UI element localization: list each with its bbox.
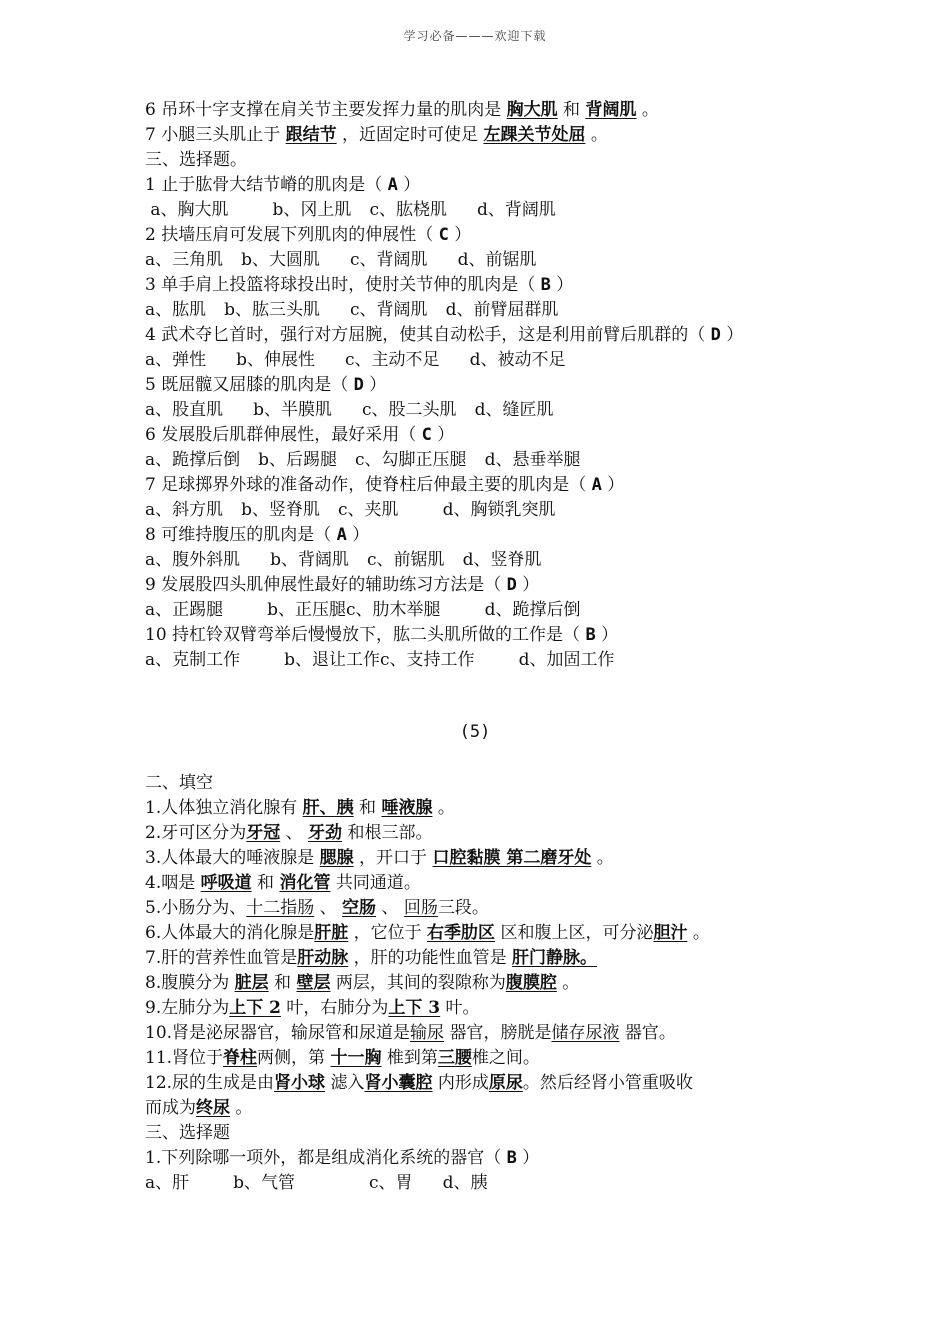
answer: 三腰 — [437, 1048, 472, 1068]
options-5 — [145, 398, 845, 423]
text-segment: ） — [437, 425, 455, 445]
fill-item-10 — [145, 1021, 845, 1046]
text-segment: 1.下列除哪一项外，都是组成消化系统的器官（ — [145, 1148, 502, 1168]
text-segment: a、肱肌 — [145, 300, 207, 320]
text-segment: 4 武术夺匕首时，强行对方屈腕，使其自动松手，这是利用前臂后肌群的（ — [145, 325, 706, 345]
text-segment: 、 — [381, 898, 399, 918]
text-segment: 6 发展股后肌群伸展性，最好采用（ — [145, 425, 417, 445]
answer: 脊柱 — [223, 1048, 258, 1068]
answer: 口腔黏膜 第二磨牙处 — [432, 848, 592, 868]
question-10 — [145, 623, 845, 648]
answer: 肝、胰 — [302, 798, 354, 818]
fill-item-6 — [145, 98, 845, 123]
text-segment: 4.咽是 — [145, 873, 196, 893]
text-segment: d、胸锁乳突肌 — [442, 500, 556, 520]
answer: 右季肋区 — [427, 923, 496, 943]
answer-choice: D — [353, 375, 364, 395]
text-segment: b、伸展性 — [236, 350, 316, 370]
text-segment: b、退让工作 — [284, 650, 381, 670]
section-heading: 三、选择题。 — [145, 150, 247, 170]
text-segment: ） — [522, 575, 540, 595]
text-segment: 6.人体最大的消化腺是 — [145, 923, 315, 943]
text-segment: d、前臂屈群肌 — [445, 300, 559, 320]
text-segment: 。 — [235, 1098, 253, 1118]
text-segment: 。 — [692, 923, 710, 943]
answer: 呼吸道 — [200, 873, 252, 893]
text-segment: 和 — [274, 973, 292, 993]
question-1 — [145, 173, 845, 198]
text-segment: c、支持工作 — [380, 650, 475, 670]
text-segment: 7.肝的营养性血管是 — [145, 948, 298, 968]
answer: 胆汁 — [653, 923, 688, 943]
question-3 — [145, 273, 845, 298]
text-segment: d、缝匠肌 — [474, 400, 554, 420]
text-segment: b、半膜肌 — [253, 400, 333, 420]
text-segment: d、被动不足 — [469, 350, 566, 370]
answer: 脏层 — [234, 973, 269, 993]
text-segment: 5.小肠分为、 — [145, 898, 247, 918]
text-segment: 12.尿的生成是由 — [145, 1073, 275, 1093]
answer-choice: A — [591, 475, 602, 495]
answer: 回肠 — [403, 898, 438, 918]
text-segment: 椎到第 — [386, 1048, 438, 1068]
question-6 — [145, 423, 845, 448]
text-segment: d、背阔肌 — [476, 200, 556, 220]
answer: 肝脏 — [314, 923, 349, 943]
text-segment: a、肝 — [145, 1173, 190, 1193]
text-segment: c、勾脚正压腿 — [355, 450, 467, 470]
bottom-section — [145, 771, 845, 1196]
answer: 胸大肌 — [506, 100, 558, 120]
options-8 — [145, 548, 845, 573]
text-segment: 。 — [437, 798, 455, 818]
answer: 腹膜腔 — [505, 973, 557, 993]
answer: 肾小囊腔 — [364, 1073, 433, 1093]
question-2 — [145, 223, 845, 248]
answer: 肾小球 — [274, 1073, 326, 1093]
text-segment: 内形成 — [437, 1073, 489, 1093]
text-segment: 9 发展股四头肌伸展性最好的辅助练习方法是（ — [145, 575, 502, 595]
text-segment: ，肝的功能性血管是 — [353, 948, 507, 968]
text-segment: ，它位于 — [353, 923, 422, 943]
text-segment: c、前锯肌 — [367, 550, 445, 570]
text-segment: ） — [522, 1148, 540, 1168]
answer-choice: B — [540, 275, 551, 295]
text-segment: d、竖脊肌 — [462, 550, 542, 570]
options-1 — [145, 198, 845, 223]
answer-choice: C — [438, 225, 449, 245]
question-5 — [145, 373, 845, 398]
text-segment: 两层，其间的裂隙称为 — [335, 973, 506, 993]
answer: 输尿 — [410, 1023, 445, 1043]
answer: 空肠 — [342, 898, 377, 918]
question-7 — [145, 473, 845, 498]
question-4 — [145, 323, 845, 348]
text-segment: 2 扶墙压肩可发展下列肌肉的伸展性（ — [145, 225, 434, 245]
answer-choice: C — [421, 425, 432, 445]
answer: 消化管 — [279, 873, 331, 893]
answer: 肝门静脉。 — [512, 948, 598, 968]
fill-item-12 — [145, 1071, 845, 1096]
text-segment: b、后踢腿 — [258, 450, 338, 470]
text-segment: 8.腹膜分为 — [145, 973, 230, 993]
answer: 原尿 — [488, 1073, 523, 1093]
text-segment: ，开口于 — [359, 848, 428, 868]
text-segment: b、正压腿 — [267, 600, 347, 620]
text-segment: ，近固定时可使足 — [342, 125, 479, 145]
text-segment: 6 吊环十字支撑在肩关节主要发挥力量的肌肉是 — [145, 100, 502, 120]
text-segment: a、胸大肌 — [150, 200, 229, 220]
text-segment: d、胰 — [442, 1173, 488, 1193]
text-segment: 器官，膀胱是 — [449, 1023, 552, 1043]
answer-choice: D — [506, 575, 517, 595]
text-segment: 共同通道。 — [335, 873, 421, 893]
answer: 上下 2 — [229, 998, 281, 1018]
text-segment: 2.牙可区分为 — [145, 823, 247, 843]
text-segment: ） — [352, 525, 370, 545]
options-3 — [145, 298, 845, 323]
text-segment: b、气管 — [233, 1173, 296, 1193]
text-segment: a、正踢腿 — [145, 600, 224, 620]
text-segment: c、背阔肌 — [350, 250, 428, 270]
text-segment: d、加固工作 — [518, 650, 615, 670]
text-segment: d、悬垂举腿 — [484, 450, 581, 470]
fill-item-5 — [145, 896, 845, 921]
text-segment: 而成为 — [145, 1098, 196, 1118]
text-segment: 7 小腿三头肌止于 — [145, 125, 281, 145]
answer: 背阔肌 — [585, 100, 637, 120]
answer: 牙劲 — [308, 823, 343, 843]
text-segment: 两侧，第 — [257, 1048, 326, 1068]
fill-item-7 — [145, 946, 845, 971]
text-segment: 10 持杠铃双臂弯举后慢慢放下，肱二头肌所做的工作是（ — [145, 625, 581, 645]
text-segment: c、肋木举腿 — [346, 600, 441, 620]
answer: 牙冠 — [246, 823, 281, 843]
text-segment: a、股直肌 — [145, 400, 224, 420]
options-10 — [145, 648, 845, 673]
text-segment: 器官。 — [624, 1023, 676, 1043]
text-segment: c、肱桡肌 — [369, 200, 447, 220]
answer: 十二指肠 — [246, 898, 315, 918]
fill-item-2 — [145, 821, 845, 846]
text-segment: 椎之间。 — [471, 1048, 540, 1068]
text-segment: b、背阔肌 — [270, 550, 350, 570]
options-2 — [145, 248, 845, 273]
text-segment: 和 — [257, 873, 275, 893]
text-segment: 滤入 — [330, 1073, 365, 1093]
options-6 — [145, 448, 845, 473]
answer-choice: A — [336, 525, 347, 545]
fill-item-6 — [145, 921, 845, 946]
top-section — [145, 98, 845, 673]
text-segment: a、弹性 — [145, 350, 207, 370]
answer-choice: B — [585, 625, 596, 645]
text-segment: 5 既屈髋又屈膝的肌肉是（ — [145, 375, 349, 395]
question-8 — [145, 523, 845, 548]
options-9 — [145, 598, 845, 623]
answer: 肝动脉 — [297, 948, 349, 968]
text-segment: a、三角肌 — [145, 250, 224, 270]
fill-item-9 — [145, 996, 845, 1021]
text-segment: 。 — [562, 973, 580, 993]
text-segment: c、夹肌 — [338, 500, 399, 520]
text-segment: 11.肾位于 — [145, 1048, 224, 1068]
section-heading: 二、填空 — [145, 773, 213, 793]
text-segment: a、克制工作 — [145, 650, 241, 670]
fill-item-3 — [145, 846, 845, 871]
text-segment: 。 — [641, 100, 659, 120]
text-segment: 3.人体最大的唾液腺是 — [145, 848, 315, 868]
text-segment: c、股二头肌 — [362, 400, 457, 420]
text-segment: 、 — [285, 823, 303, 843]
text-segment: 1 止于肱骨大结节嵴的肌肉是（ — [145, 175, 383, 195]
text-segment: a、斜方肌 — [145, 500, 224, 520]
text-segment: a、腹外斜肌 — [145, 550, 241, 570]
fill-item-1 — [145, 796, 845, 821]
section-heading: 三、选择题 — [145, 1123, 230, 1143]
text-segment: 叶，右肺分为 — [286, 998, 389, 1018]
text-segment: c、主动不足 — [345, 350, 440, 370]
answer: 唾液腺 — [381, 798, 433, 818]
fill-item-4 — [145, 871, 845, 896]
text-segment: 区和腹上区，可分泌 — [500, 923, 654, 943]
question-9 — [145, 573, 845, 598]
fill-item-7 — [145, 123, 845, 148]
text-segment: b、肱三头肌 — [224, 300, 321, 320]
text-segment: d、跪撑后倒 — [484, 600, 581, 620]
text-segment: 10.肾是泌尿器官，输尿管和尿道是 — [145, 1023, 411, 1043]
text-segment: 。 — [596, 848, 614, 868]
text-segment: 1.人体独立消化腺有 — [145, 798, 298, 818]
text-segment: 叶。 — [445, 998, 480, 1018]
choice-question-1 — [145, 1146, 845, 1171]
options-7 — [145, 498, 845, 523]
fill-item-8 — [145, 971, 845, 996]
page-number: (5) — [459, 722, 491, 742]
text-segment: d、前锯肌 — [457, 250, 537, 270]
answer-choice: D — [710, 325, 721, 345]
text-segment: 和 — [359, 798, 377, 818]
text-segment: 8 可维持腹压的肌肉是（ — [145, 525, 332, 545]
fill-item-12-cont — [145, 1096, 845, 1121]
text-segment: 和 — [563, 100, 581, 120]
text-segment: ） — [726, 325, 744, 345]
text-segment: ） — [403, 175, 421, 195]
text-segment: ） — [601, 625, 619, 645]
text-segment: a、跪撑后倒 — [145, 450, 241, 470]
text-segment: 和根三部。 — [347, 823, 433, 843]
text-segment: 9.左肺分为 — [145, 998, 230, 1018]
text-segment: c、背阔肌 — [350, 300, 428, 320]
text-segment: ） — [556, 275, 574, 295]
text-segment: 三段。 — [437, 898, 489, 918]
text-segment: b、大圆肌 — [241, 250, 321, 270]
text-segment: 、 — [319, 898, 337, 918]
answer: 储存尿液 — [551, 1023, 620, 1043]
answer-choice: A — [387, 175, 398, 195]
text-segment: c、胃 — [369, 1173, 413, 1193]
answer: 上下 3 — [388, 998, 441, 1018]
answer: 左踝关节处屈 — [483, 125, 586, 145]
text-segment: 。然后经肾小管重吸收 — [522, 1073, 693, 1093]
answer-choice: B — [506, 1148, 517, 1168]
text-segment: b、冈上肌 — [272, 200, 352, 220]
answer: 腮腺 — [319, 848, 354, 868]
text-segment: 7 足球掷界外球的准备动作，使脊柱后伸最主要的肌肉是（ — [145, 475, 587, 495]
text-segment: 。 — [590, 125, 608, 145]
text-segment: ） — [607, 475, 625, 495]
text-segment: ） — [454, 225, 472, 245]
options-4 — [145, 348, 845, 373]
text-segment: ） — [369, 375, 387, 395]
page-header: 学习必备———欢迎下载 — [403, 29, 547, 43]
answer: 终尿 — [196, 1098, 230, 1118]
choice-options-1 — [145, 1171, 845, 1196]
answer: 跟结节 — [285, 125, 337, 145]
text-segment: 3 单手肩上投篮将球投出时，使肘关节伸的肌肉是（ — [145, 275, 536, 295]
answer: 十一胸 — [330, 1048, 382, 1068]
fill-item-11 — [145, 1046, 845, 1071]
answer: 壁层 — [296, 973, 331, 993]
text-segment: b、竖脊肌 — [241, 500, 321, 520]
